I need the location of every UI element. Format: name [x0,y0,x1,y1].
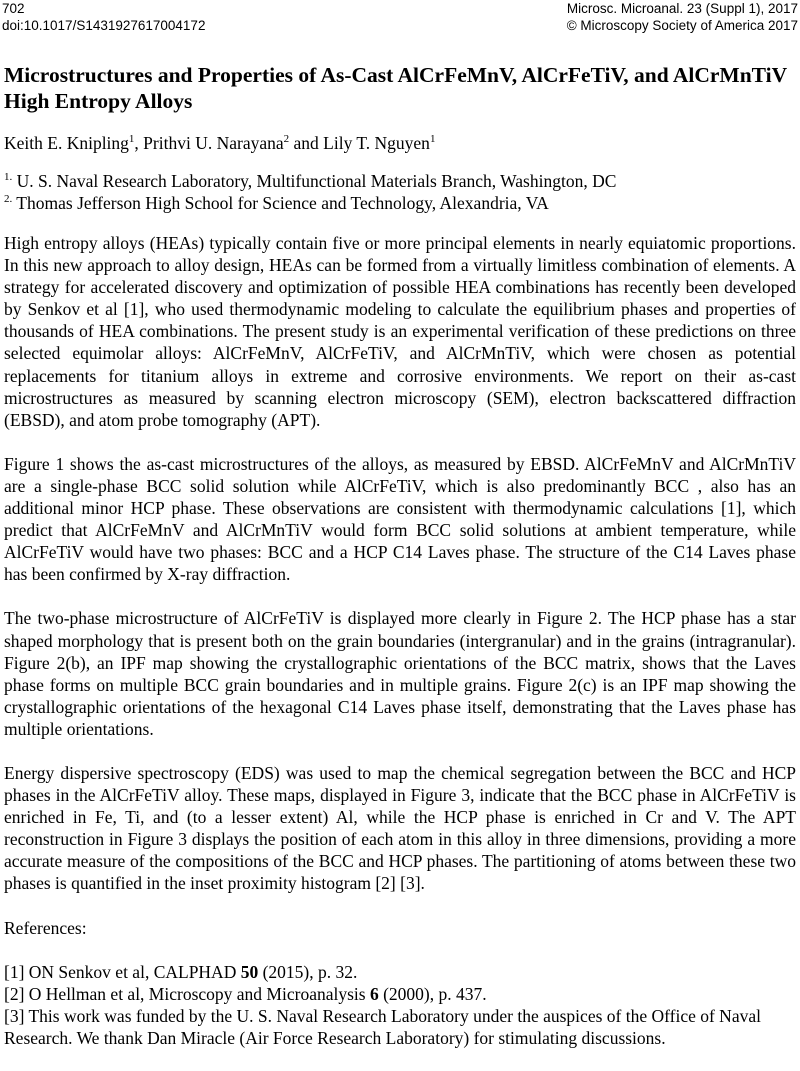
author-separator: , [134,133,144,153]
reference-text: (2000), p. 437. [378,983,487,1004]
header-right [567,0,798,34]
references-heading: References: [4,917,87,938]
paper-title: Microstructures and Properties of As-Cast AlCrFeMnV, AlCrFeTiV, and AlCrMnTiV High Entropy Alloys [4,63,787,113]
author-affiliation-mark: 1 [128,133,135,146]
body-paragraph: Figure 1 shows the as-cast microstructures of the alloys, as measured by EBSD. AlCrFeMnV and AlCrMnTiV are a single-phase BCC solid solution while AlCrFeTiV, which is also predominantly BCC , also has an additional minor HCP phase. These observations are consistent with thermodynamic calculations [1], which predict that AlCrFeMnV and AlCrMnTiV would form BCC solid solutions at ambient temperature, while AlCrFeTiV would have two phases: BCC and a HCP C14 Laves phase. The structure of the C14 Laves phase has been confirmed by X-ray diffraction. [4,453,796,585]
author-affiliation-mark: 1 [429,133,436,146]
author-name: Keith E. Knipling [4,133,129,153]
body-paragraph: Energy dispersive spectroscopy (EDS) was used to map the chemical segregation between the BCC and HCP phases in the AlCrFeTiV alloy. These maps, displayed in Figure 3, indicate that the BCC phase in AlCrFeTiV is enriched in Fe, Ti, and (to a lesser extent) Al, while the HCP phase is enriched in Cr and V. The APT reconstruction in Figure 3 displays the position of each atom in this alloy in three dimensions, providing a more accurate measure of the compositions of the BCC and HCP phases. The partitioning of atoms between these two phases is quantified in the inset proximity histogram [2] [3]. [4,762,796,894]
reference-text: [3] This work was funded by the U. S. Naval Research Laboratory under the auspices of the Office of Naval Research. We thank Dan Miracle (Air Force Research Laboratory) for stimulating discussions. [4,1005,761,1048]
header-left [2,0,205,34]
body-paragraph: High entropy alloys (HEAs) typically contain five or more principal elements in nearly equiatomic proportions. In this new approach to alloy design, HEAs can be formed from a virtually limitless combination of elements. A strategy for accelerated discovery and optimization of possible HEA combinations has recently been developed by Senkov et al [1], who used thermodynamic modeling to calculate the equilibrium phases and properties of thousands of HEA combinations. The present study is an experimental verification of these predictions on three selected equimolar alloys: AlCrFeMnV, AlCrFeTiV, and AlCrMnTiV, which were chosen as potential replacements for titanium alloys in extreme and corrosive environments. We report on their as-cast microstructures as measured by scanning electron microscopy (SEM), electron backscattered diffraction (EBSD), and atom probe tomography (APT). [4,233,796,430]
author-separator: and [289,133,324,153]
affiliation [4,170,796,192]
doi: doi:10.1017/S1431927617004172 [2,18,206,33]
author-affiliation-mark: 2 [283,133,290,146]
reference-item [4,983,796,1005]
reference-volume: 50 [240,961,259,982]
author-name: Lily T. Nguyen [323,133,430,153]
reference-item [4,1005,796,1049]
reference-volume: 6 [369,983,379,1004]
reference-item [4,961,796,983]
affiliation-text: Thomas Jefferson High School for Science and Technology, Alexandria, VA [12,193,549,213]
copyright: © Microscopy Society of America 2017 [566,18,798,33]
affiliation-mark: 2. [4,193,13,206]
paper-content [4,62,796,1049]
author-name: Prithvi U. Narayana [143,133,284,153]
reference-text: [1] ON Senkov et al, CALPHAD [4,961,241,982]
journal-citation: Microsc. Microanal. 23 (Suppl 1), 2017 [566,1,798,16]
affiliation [4,192,796,214]
affiliation-text: U. S. Naval Research Laboratory, Multifunctional Materials Branch, Washington, DC [12,171,617,191]
affiliations [4,170,796,214]
page-number: 702 [2,1,25,16]
affiliation-mark: 1. [4,171,13,184]
author-list [4,132,796,154]
body-paragraph: The two-phase microstructure of AlCrFeTiV is displayed more clearly in Figure 2. The HCP phase has a star shaped morphology that is present both on the grain boundaries (intergranular) and in the grains (intragranular). Figure 2(b), an IPF map showing the crystallographic orientations of the BCC matrix, shows that the Laves phase forms on multiple BCC grain boundaries and in multiple grains. Figure 2(c) is an IPF map showing the crystallographic orientations of the hexagonal C14 Laves phase itself, demonstrating that the Laves phase has multiple orientations. [4,608,796,739]
reference-text: (2015), p. 32. [258,961,358,982]
reference-text: [2] O Hellman et al, Microscopy and Microanalysis [4,983,370,1004]
